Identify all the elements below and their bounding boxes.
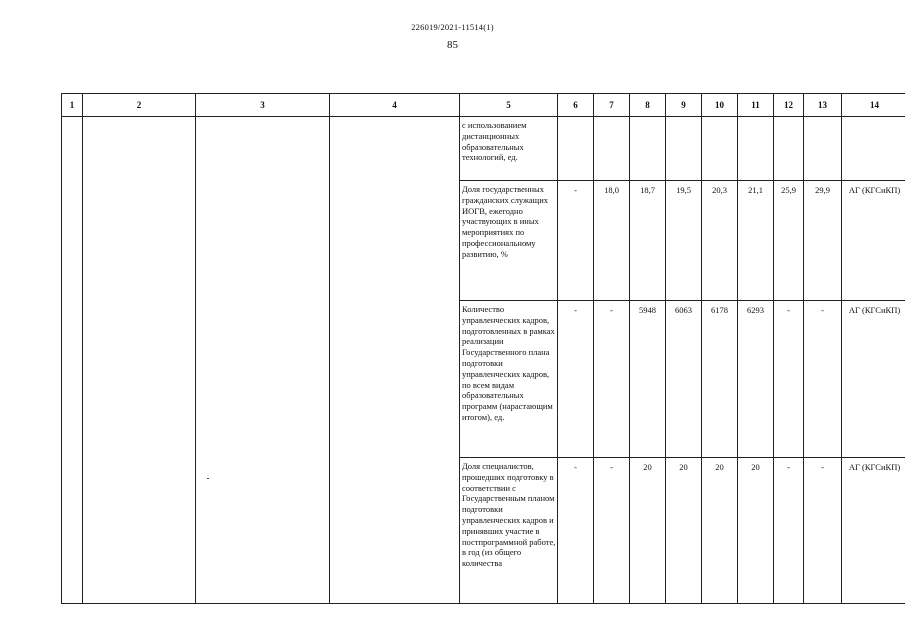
col-header-9: 9	[666, 94, 702, 117]
value-cell	[630, 117, 666, 181]
col-header-7: 7	[594, 94, 630, 117]
indicator-description: Количество управленческих кадров, подготовленных в рамках реализации Государственного плана подготовки управленческих кадров, по всем видам образовательных программ (нарастающим итогом), ед.	[460, 301, 558, 458]
value-cell: -	[558, 181, 594, 301]
value-cell	[774, 117, 804, 181]
col-header-1: 1	[62, 94, 83, 117]
value-cell: 21,1	[738, 181, 774, 301]
col-header-13: 13	[804, 94, 842, 117]
value-cell	[666, 117, 702, 181]
value-cell: 6293	[738, 301, 774, 458]
value-cell: 18,0	[594, 181, 630, 301]
value-cell	[702, 117, 738, 181]
header-row	[62, 94, 905, 117]
value-cell	[804, 117, 842, 181]
indicator-description: Доля государственных гражданских служащих ИОГВ, ежегодно участвующих в иных мероприятиях по профессиональному развитию, %	[460, 181, 558, 301]
value-cell: -	[594, 458, 630, 604]
col-header-3: 3	[196, 94, 330, 117]
value-cell: 18,7	[630, 181, 666, 301]
value-cell: -	[804, 301, 842, 458]
value-cell: 20	[702, 458, 738, 604]
col-header-2: 2	[83, 94, 196, 117]
value-cell: 5948	[630, 301, 666, 458]
value-cell: 20	[630, 458, 666, 604]
value-cell	[558, 117, 594, 181]
cell-col-2	[83, 117, 196, 604]
col-header-4: 4	[330, 94, 460, 117]
col-header-14: 14	[842, 94, 905, 117]
page-number: 85	[447, 39, 458, 51]
col-header-5: 5	[460, 94, 558, 117]
table-row	[62, 117, 905, 181]
value-cell: 20,3	[702, 181, 738, 301]
col-header-6: 6	[558, 94, 594, 117]
cell-col-1	[62, 117, 83, 604]
value-cell: 6063	[666, 301, 702, 458]
value-cell: 20	[738, 458, 774, 604]
value-cell: -	[774, 301, 804, 458]
value-cell: 19,5	[666, 181, 702, 301]
col-header-12: 12	[774, 94, 804, 117]
value-cell: 20	[666, 458, 702, 604]
value-cell: 29,9	[804, 181, 842, 301]
value-cell	[738, 117, 774, 181]
value-cell	[594, 117, 630, 181]
responsible-cell	[842, 117, 905, 181]
col-header-8: 8	[630, 94, 666, 117]
value-cell: -	[594, 301, 630, 458]
col-header-10: 10	[702, 94, 738, 117]
value-cell: -	[558, 458, 594, 604]
value-cell: -	[558, 301, 594, 458]
value-cell: -	[804, 458, 842, 604]
value-cell: 6178	[702, 301, 738, 458]
document-number: 226019/2021-11514(1)	[411, 22, 494, 32]
responsible-cell: АГ (КГСиКП)	[842, 301, 905, 458]
scan-speck	[207, 478, 209, 479]
cell-col-4	[330, 117, 460, 604]
cell-col-3	[196, 117, 330, 604]
indicator-description: с использованием дистанционных образовательных технологий, ед.	[460, 117, 558, 181]
indicators-table	[61, 93, 905, 604]
responsible-cell: АГ (КГСиКП)	[842, 181, 905, 301]
value-cell: -	[774, 458, 804, 604]
col-header-11: 11	[738, 94, 774, 117]
indicator-description: Доля специалистов, прошедших подготовку в соответствии с Государственным планом подготовки управленческих кадров и принявших участие в постпрограммной работе, в год (из общего количества	[460, 458, 558, 604]
responsible-cell: АГ (КГСиКП)	[842, 458, 905, 604]
value-cell: 25,9	[774, 181, 804, 301]
